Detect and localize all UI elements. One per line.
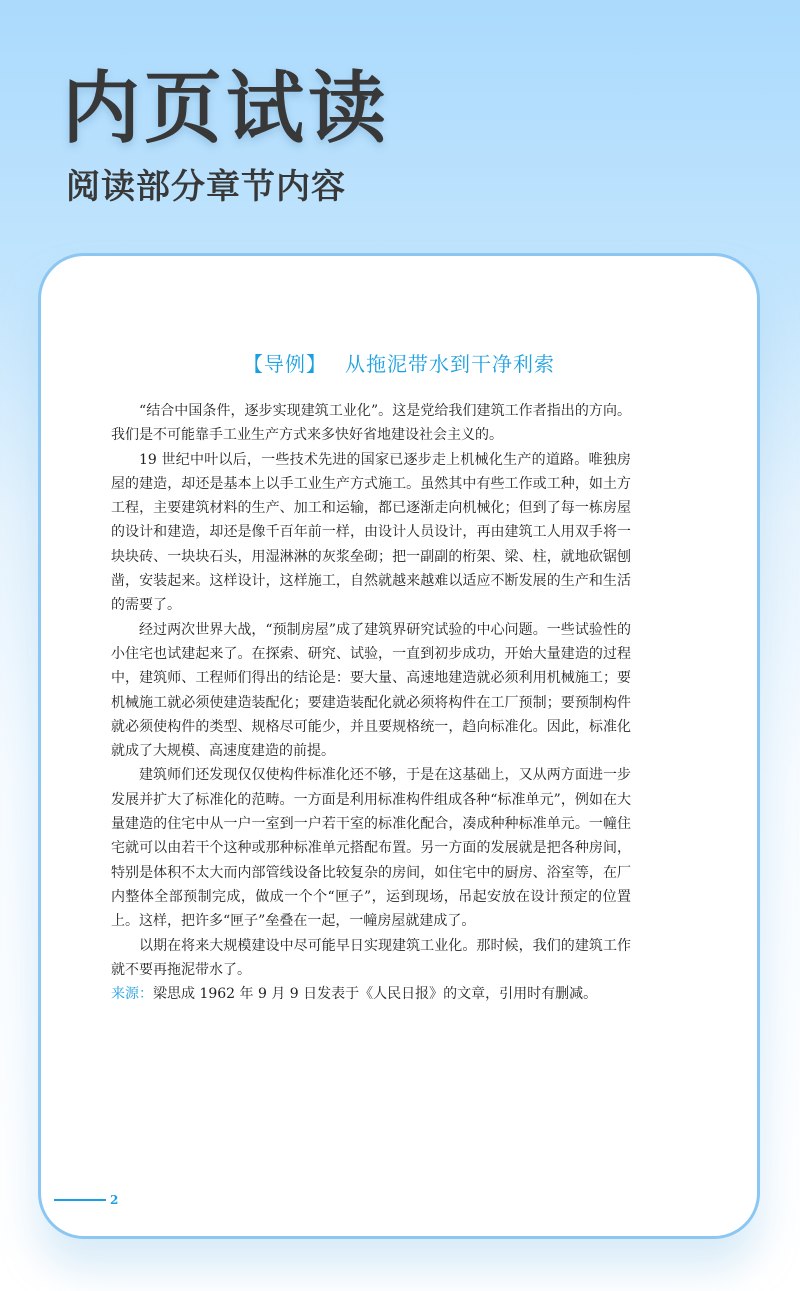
section-title: 从拖泥带水到干净利索 [345,352,555,376]
source-line [111,982,631,1006]
paragraph: 19 世纪中叶以后，一些技术先进的国家已逐步走上机械化生产的道路。唯独房屋的建造，却还是基本上以手工业生产方式施工。虽然其中有些工作或工种，如土方工程，主要建筑材料的生产、加工和运输，都已逐渐走向机械化；但到了每一栋房屋的设计和建造，却还是像千百年前一样，由设计人员设计，再由建筑工人用双手将一块块砖、一块块石头，用湿淋淋的灰浆垒砌；把一副副的桁架、梁、柱，就地砍锯刨凿，安装起来。这样设计，这样施工，自然就越来越难以适应不断发展的生产和生活的需要了。 [111,451,631,614]
page-number-value: 2 [110,1193,119,1207]
section-heading [41,348,757,377]
hero-subtitle: 阅读部分章节内容 [66,167,346,207]
hero-title: 内页试读 [62,64,391,154]
paragraph: 建筑师们还发现仅仅使构件标准化还不够，于是在这基础上，又从两方面进一步发展并扩大了标准化的范畴。一方面是利用标准构件组成各种“标准单元”，例如在大量建造的住宅中从一户一室到一户若干室的标准化配合，凑成种种标准单元。一幢住宅就可以由若干个这种或那种标准单元搭配布置。另一方面的发展就是把各种房间，特别是体积不太大而内部管线设备比较复杂的房间，如住宅中的厨房、浴室等，在厂内整体全部预制完成，做成一个个“匣子”，运到现场，吊起安放在设计预定的位置上。这样，把许多“匣子”垒叠在一起，一幢房屋就建成了。 [111,767,631,930]
article-body [111,399,631,1006]
paragraph: 以期在将来大规模建设中尽可能早日实现建筑工业化。那时候，我们的建筑工作就不要再拖泥带水了。 [111,937,631,978]
section-tag: 【导例】 [243,352,327,376]
source-text: 梁思成 1962 年 9 月 9 日发表于《人民日报》的文章，引用时有删减。 [153,986,598,1003]
paragraph: “结合中国条件，逐步实现建筑工业化”。这是党给我们建筑工作者指出的方向。我们是不可能靠手工业生产方式来多快好省地建设社会主义的。 [111,403,631,444]
page-number [54,1193,118,1207]
page-number-rule [54,1199,106,1201]
preview-page-card [38,253,760,1239]
source-label: 来源： [111,986,153,1003]
paragraph: 经过两次世界大战，“预制房屋”成了建筑界研究试验的中心问题。一些试验性的小住宅也试建起来了。在探索、研究、试验，一直到初步成功，开始大量建造的过程中，建筑师、工程师们得出的结论是：要大量、高速地建造就必须利用机械施工；要机械施工就必须使建造装配化；要建造装配化就必须将构件在工厂预制；要预制构件就必须使构件的类型、规格尽可能少，并且要规格统一，趋向标准化。因此，标准化就成了大规模、高速度建造的前提。 [111,621,631,760]
